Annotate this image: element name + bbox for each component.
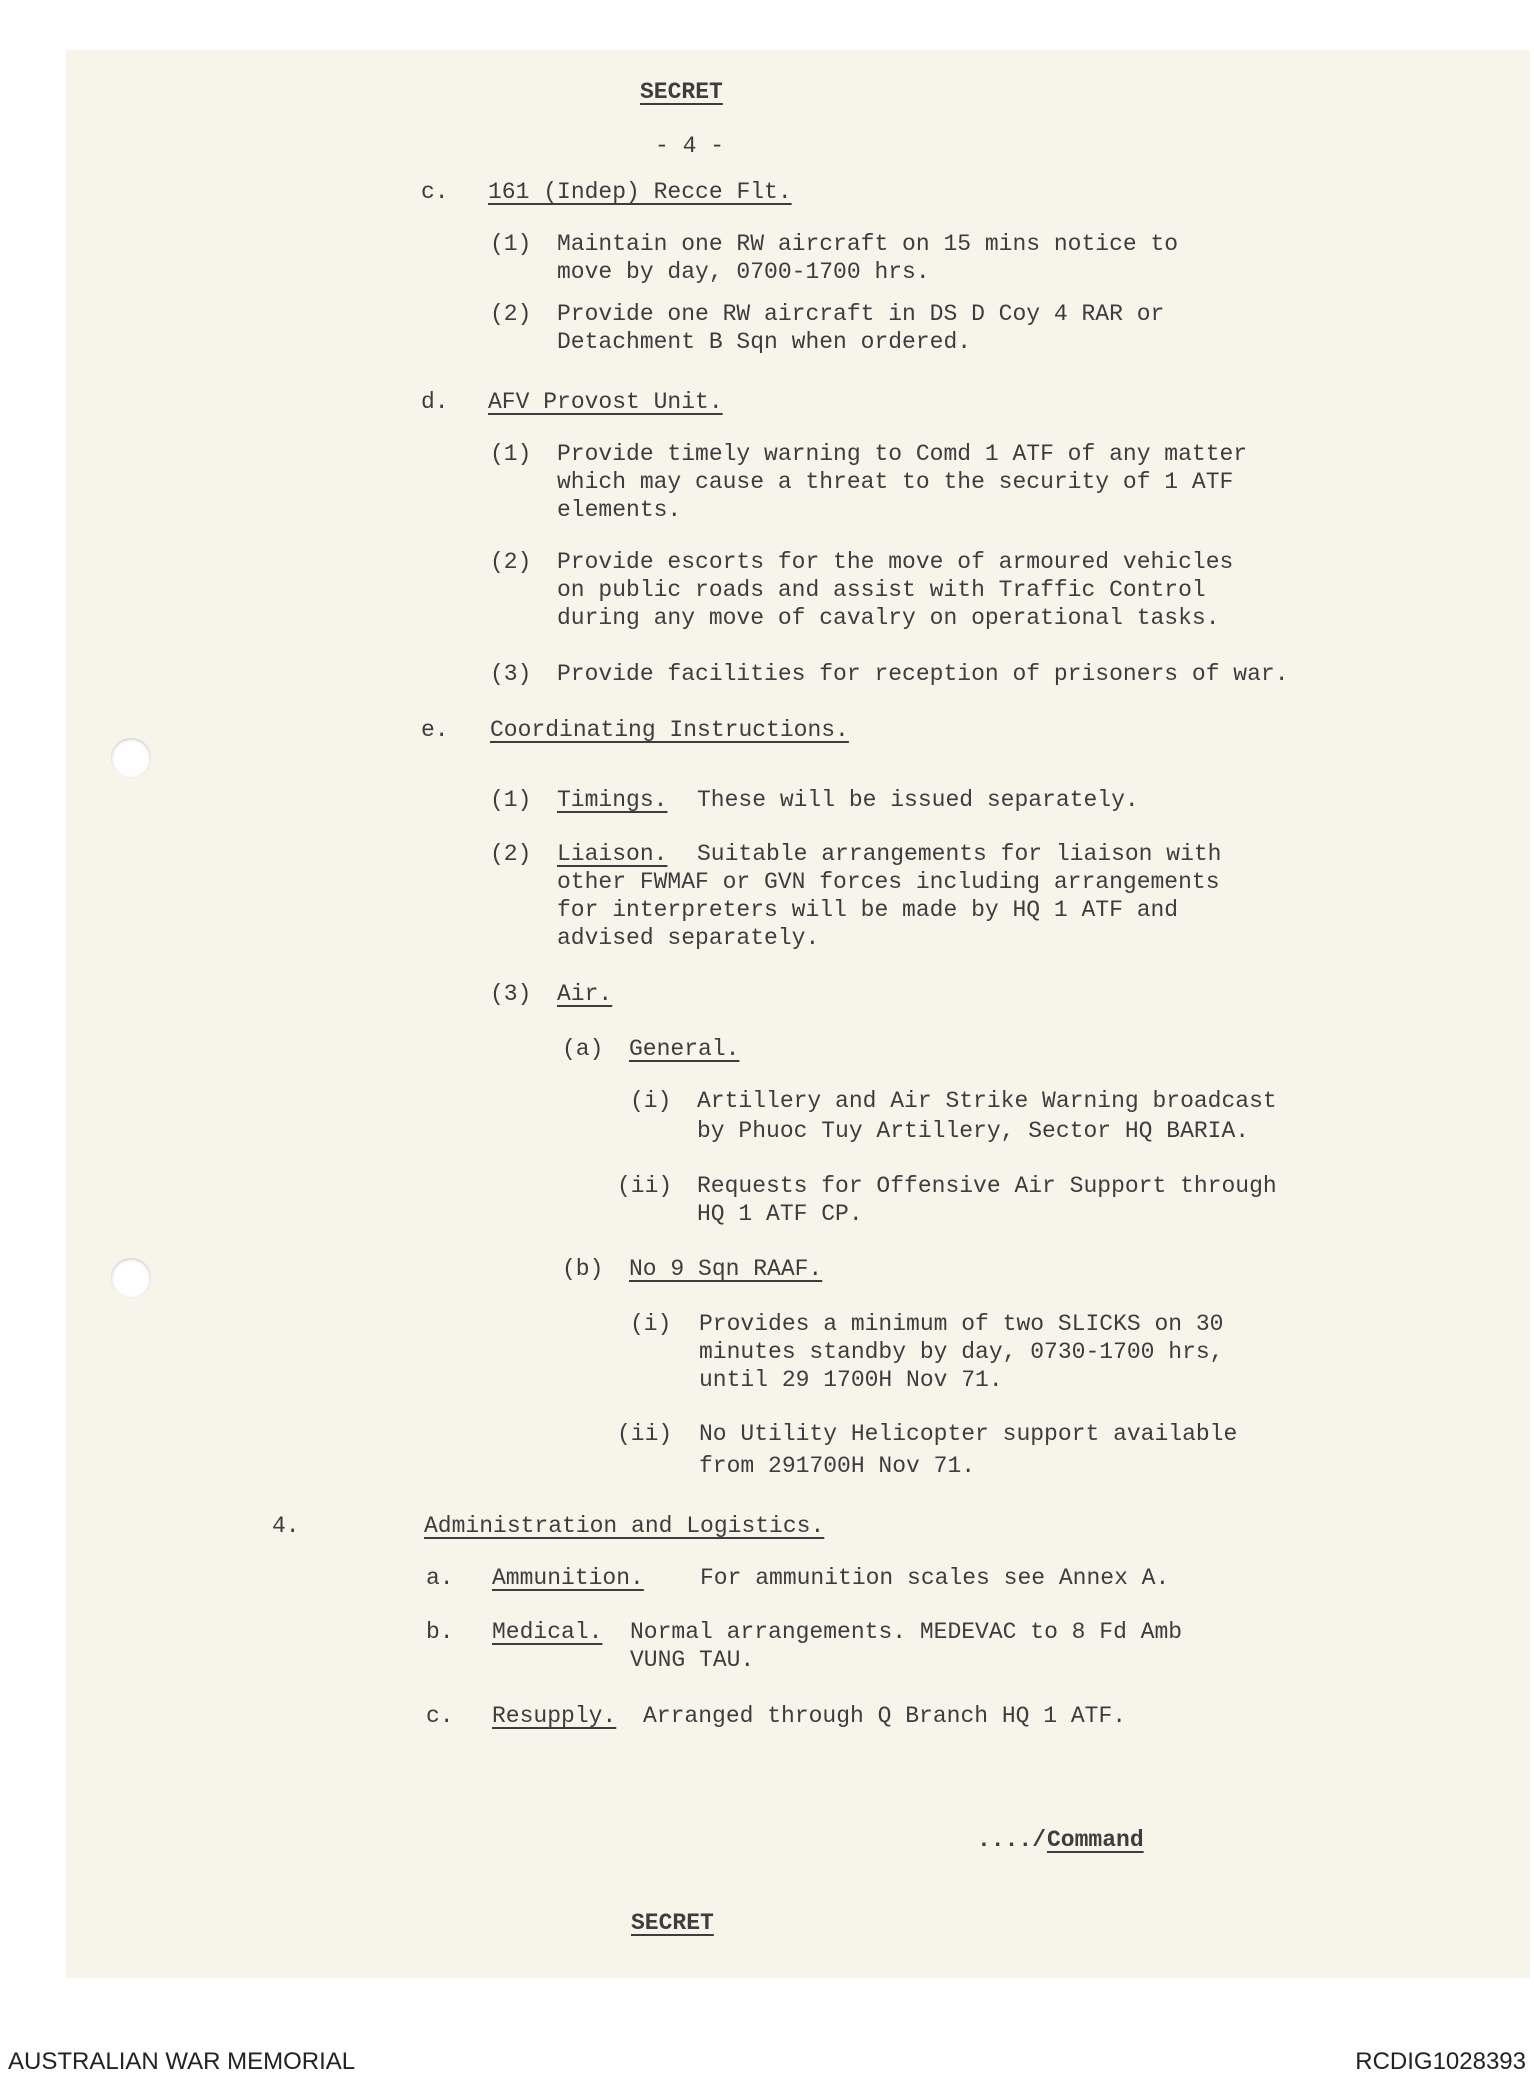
- item-text-line: Normal arrangements. MEDEVAC to 8 Fd Amb: [630, 1619, 1183, 1645]
- subheading: Medical.: [492, 1619, 603, 1645]
- para-letter: c.: [421, 179, 449, 205]
- item-text-line: move by day, 0700-1700 hrs.: [557, 259, 930, 285]
- para-letter: c.: [426, 1703, 454, 1729]
- subheading: No 9 Sqn RAAF.: [629, 1256, 823, 1282]
- punch-hole: [111, 1258, 151, 1298]
- punch-hole: [111, 738, 151, 778]
- item-text-line: Artillery and Air Strike Warning broadcast: [697, 1088, 1277, 1114]
- item-text-line: elements.: [557, 497, 682, 523]
- item-number: (i): [630, 1311, 672, 1337]
- item-text-line: Provide escorts for the move of armoured vehicles: [557, 549, 1234, 575]
- para-letter: b.: [426, 1619, 454, 1645]
- subheading: General.: [629, 1036, 740, 1062]
- item-text-line: from 291700H Nov 71.: [699, 1453, 976, 1479]
- subpara-letter: (b): [562, 1256, 604, 1282]
- item-number: (2): [490, 301, 532, 327]
- item-text-line: which may cause a threat to the security of 1 ATF: [557, 469, 1234, 495]
- para-letter: a.: [426, 1565, 454, 1591]
- item-text-line: on public roads and assist with Traffic Control: [557, 577, 1206, 603]
- para-title: Coordinating Instructions.: [490, 717, 849, 743]
- item-number: (3): [490, 981, 532, 1007]
- archive-credit: AUSTRALIAN WAR MEMORIAL: [8, 2048, 356, 2075]
- subheading: Resupply.: [492, 1703, 617, 1729]
- item-text-line: advised separately.: [557, 925, 820, 951]
- item-text-line: Arranged through Q Branch HQ 1 ATF.: [643, 1703, 1127, 1729]
- item-number: (3): [490, 661, 532, 687]
- continuation-dots: ..../: [977, 1827, 1047, 1853]
- classification-footer: SECRET: [631, 1910, 714, 1936]
- item-text-line: Suitable arrangements for liaison with: [697, 841, 1222, 867]
- item-number: (i): [630, 1088, 672, 1114]
- item-text-line: HQ 1 ATF CP.: [697, 1201, 863, 1227]
- item-number: (2): [490, 549, 532, 575]
- item-number: (1): [490, 787, 532, 813]
- item-text-line: Provide timely warning to Comd 1 ATF of any matter: [557, 441, 1248, 467]
- item-text-line: These will be issued separately.: [697, 787, 1139, 813]
- section-number: 4.: [272, 1513, 300, 1539]
- section-title: Administration and Logistics.: [424, 1513, 825, 1539]
- page-number: - 4 -: [655, 133, 725, 159]
- para-title: 161 (Indep) Recce Flt.: [488, 179, 792, 205]
- item-text-line: Requests for Offensive Air Support through: [697, 1173, 1277, 1199]
- item-text-line: Detachment B Sqn when ordered.: [557, 329, 972, 355]
- item-number: (1): [490, 441, 532, 467]
- item-text-line: during any move of cavalry on operational tasks.: [557, 605, 1220, 631]
- item-text-line: VUNG TAU.: [630, 1647, 755, 1673]
- item-text-line: No Utility Helicopter support available: [699, 1421, 1238, 1447]
- para-letter: e.: [421, 717, 449, 743]
- item-text-line: by Phuoc Tuy Artillery, Sector HQ BARIA.: [697, 1118, 1250, 1144]
- para-title: AFV Provost Unit.: [488, 389, 723, 415]
- item-number: (1): [490, 231, 532, 257]
- item-text-line: until 29 1700H Nov 71.: [699, 1367, 1003, 1393]
- item-text-line: Provides a minimum of two SLICKS on 30: [699, 1311, 1224, 1337]
- item-text-line: for interpreters will be made by HQ 1 ATF and: [557, 897, 1179, 923]
- subheading: Liaison.: [557, 841, 668, 867]
- classification-header: SECRET: [640, 79, 723, 105]
- continuation-word: Command: [1047, 1827, 1144, 1853]
- item-number: (2): [490, 841, 532, 867]
- subheading: Ammunition.: [492, 1565, 644, 1591]
- para-letter: d.: [421, 389, 449, 415]
- item-text-line: minutes standby by day, 0730-1700 hrs,: [699, 1339, 1224, 1365]
- item-text-line: Maintain one RW aircraft on 15 mins notice to: [557, 231, 1179, 257]
- item-text-line: For ammunition scales see Annex A.: [700, 1565, 1170, 1591]
- record-id: RCDIG1028393: [1355, 2048, 1526, 2075]
- subpara-letter: (a): [562, 1036, 604, 1062]
- item-number: (ii): [617, 1173, 673, 1199]
- subheading: Timings.: [557, 787, 668, 813]
- item-number: (ii): [617, 1421, 673, 1447]
- item-text-line: Provide facilities for reception of prisoners of war.: [557, 661, 1289, 687]
- subheading: Air.: [557, 981, 613, 1007]
- item-text-line: other FWMAF or GVN forces including arrangements: [557, 869, 1220, 895]
- item-text-line: Provide one RW aircraft in DS D Coy 4 RAR or: [557, 301, 1165, 327]
